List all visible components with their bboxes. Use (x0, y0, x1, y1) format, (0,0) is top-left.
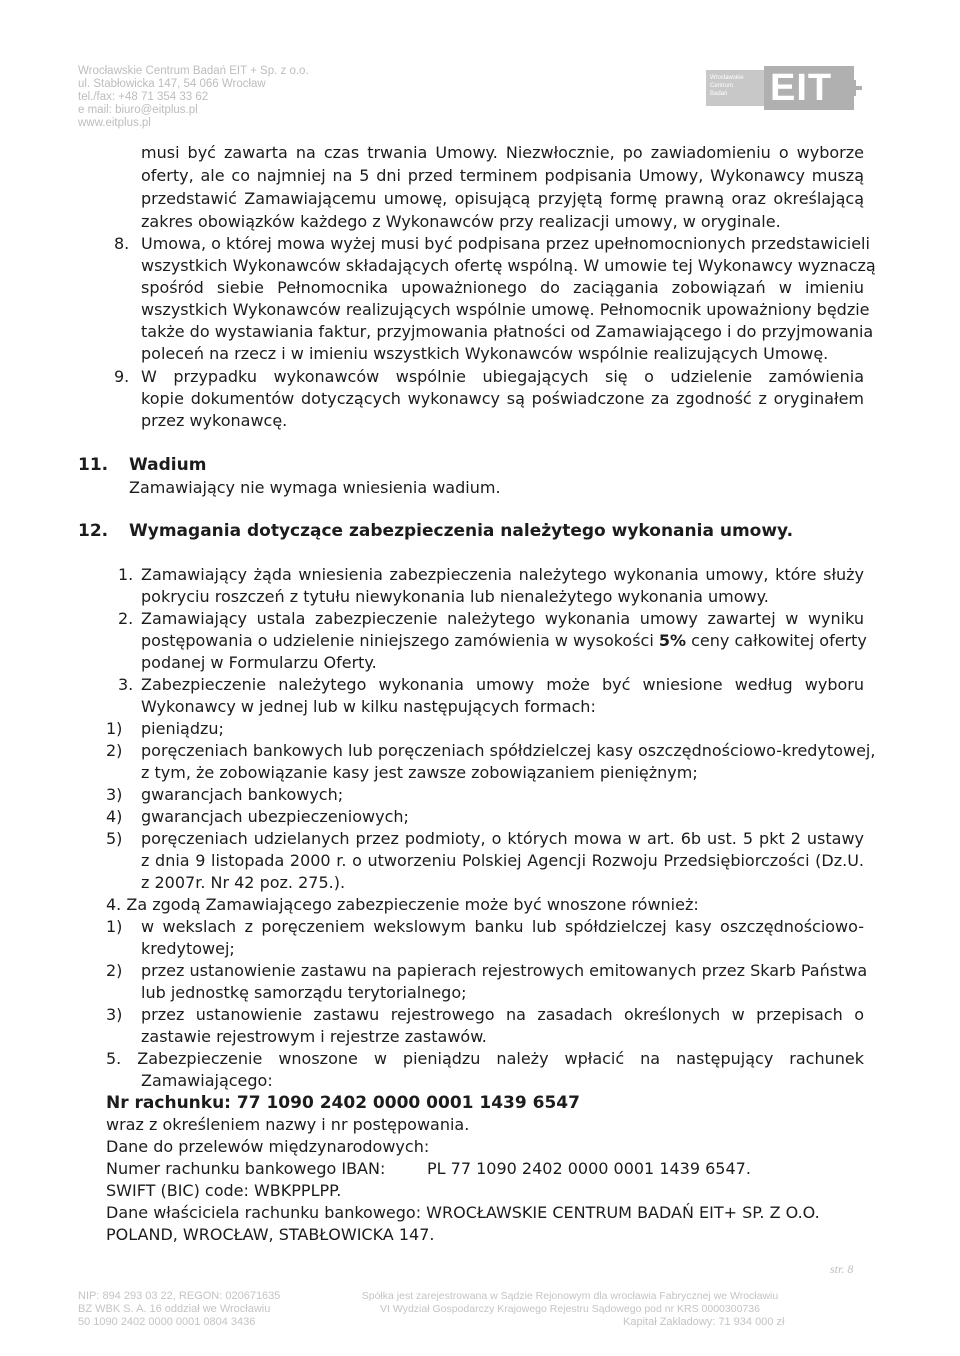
body-line: Zabezpieczenie należytego wykonania umowy może być wniesione według wyboru (141, 675, 864, 694)
body-line: 4. Za zgodą Zamawiającego zabezpieczenie może być wnoszone również: (106, 895, 699, 914)
plus-icon (846, 80, 862, 96)
point-number: 2. (118, 609, 134, 628)
eit-logo (706, 66, 866, 110)
list-item: kredytowej; (141, 939, 235, 958)
list-item: poręczeniach udzielanych przez podmioty, o których mowa w art. 6b ust. 5 pkt 2 ustawy (141, 829, 864, 848)
body-line: musi być zawarta na czas trwania Umowy. Niezwłocznie, po zawiadomieniu o wyborze (141, 143, 864, 162)
body-line: spośród siebie Pełnomocnika upoważnionego do zaciągania zobowiązań w imieniu (141, 278, 864, 297)
list-item: lub jednostkę samorządu terytorialnego; (141, 983, 467, 1002)
body-line: W przypadku wykonawców wspólnie ubiegających się o udzielenie zamówienia (141, 367, 864, 386)
body-line: przez wykonawcę. (141, 411, 288, 430)
list-number: 2) (106, 961, 123, 980)
list-item: w wekslach z poręczeniem wekslowym banku lub spółdzielczej kasy oszczędnościowo- (141, 917, 864, 936)
list-number: 1) (106, 719, 123, 738)
footer-line: 50 1090 2402 0000 0001 0804 3436 (78, 1316, 256, 1328)
header-line: Wrocławskie Centrum Badań EIT + Sp. z o.o. (78, 65, 309, 77)
logo-small-text: Badań (710, 91, 728, 97)
list-number: 3) (106, 785, 123, 804)
footer-line: VI Wydział Gospodarczy Krajowego Rejestru Sądowego pod nr KRS 0000300736 (380, 1303, 760, 1315)
point-number: 1. (118, 565, 134, 584)
list-item: przez ustanowienie zastawu na papierach rejestrowych emitowanych przez Skarb Państwa (141, 961, 868, 980)
account-number: Nr rachunku: 77 1090 2402 0000 0001 1439 6547 (106, 1093, 580, 1113)
body-line: Dane do przelewów międzynarodowych: (106, 1137, 430, 1156)
section-number: 11. (78, 455, 109, 475)
percent-value: 5% (658, 631, 687, 650)
footer-left (78, 1290, 280, 1329)
section-number: 12. (78, 521, 109, 541)
logo-small-text: Wrocławskie (710, 75, 744, 81)
list-number: 2) (106, 741, 123, 760)
list-item: przez ustanowienie zastawu rejestrowego na zasadach określonych w przepisach o (141, 1005, 864, 1024)
body-text: postępowania o udzielenie niniejszego zamówienia w wysokości (141, 631, 659, 650)
body-line: 5. Zabezpieczenie wnoszone w pieniądzu należy wpłacić na następujący rachunek (106, 1049, 864, 1068)
body-line: podanej w Formularzu Oferty. (141, 653, 377, 672)
body-line: Dane właściciela rachunku bankowego: WROCŁAWSKIE CENTRUM BADAŃ EIT+ SP. Z O.O. (106, 1203, 820, 1222)
body-line: Wykonawcy w jednej lub w kilku następujących formach: (141, 697, 596, 716)
footer-line: BZ WBK S. A. 16 oddział we Wrocławiu (78, 1303, 271, 1315)
point-number: 3. (118, 675, 134, 694)
logo-left-box (706, 70, 764, 106)
body-line: Zamawiający ustala zabezpieczenie należytego wykonania umowy zawartej w wyniku (141, 609, 864, 628)
list-item: pieniądzu; (141, 719, 224, 738)
list-item: z tym, że zobowiązanie kasy jest zawsze zobowiązaniem pieniężnym; (141, 763, 698, 782)
point-number: 9. (114, 367, 130, 386)
footer-center (345, 1290, 795, 1316)
list-number: 5) (106, 829, 123, 848)
point-number: 8. (114, 234, 130, 253)
list-item: zastawie rejestrowym i rejestrze zastawów. (141, 1027, 487, 1046)
body-line: Umowa, o której mowa wyżej musi być podpisana przez upełnomocnionych przedstawicieli (141, 234, 870, 253)
list-item: poręczeniach bankowych lub poręczeniach spółdzielczej kasy oszczędnościowo-kredytowej, (141, 741, 876, 760)
list-item: gwarancjach bankowych; (141, 785, 344, 804)
body-line: przedstawić Zamawiającemu umowę, opisującą przyjętą formę prawną oraz określającą (141, 189, 864, 208)
footer-right: Kapitał Zakładowy: 71 934 000 zł (623, 1316, 785, 1328)
body-line: wszystkich Wykonawców realizujących wspólnie umowę. Pełnomocnik upoważniony będzie (141, 300, 870, 319)
page-number: str. 8 (830, 1262, 854, 1276)
footer-line: NIP: 894 293 03 22, REGON: 020671635 (78, 1290, 281, 1302)
iban-value: PL 77 1090 2402 0000 0001 1439 6547. (427, 1159, 751, 1178)
list-number: 4) (106, 807, 123, 826)
body-line: oferty, ale co najmniej na 5 dni przed terminem podpisania Umowy, Wykonawcy muszą (141, 166, 864, 185)
iban-label: Numer rachunku bankowego IBAN: (106, 1159, 386, 1178)
body-line: Zamawiającego: (141, 1071, 273, 1090)
swift-code: SWIFT (BIC) code: WBKPPLPP. (106, 1181, 342, 1200)
list-item: gwarancjach ubezpieczeniowych; (141, 807, 409, 826)
section-title: Wadium (129, 455, 207, 475)
logo-text: EIT (770, 67, 833, 109)
company-header (78, 65, 309, 130)
list-item: z dnia 9 listopada 2000 r. o utworzeniu Polskiej Agencji Rozwoju Przedsiębiorczości (Dz.U. (141, 851, 864, 870)
header-line: www.eitplus.pl (78, 117, 151, 129)
body-line: pokryciu roszczeń z tytułu niewykonania lub nienależytego wykonania umowy. (141, 587, 769, 606)
header-line: ul. Stabłowicka 147, 54 066 Wrocław (78, 78, 266, 90)
list-number: 1) (106, 917, 123, 936)
list-number: 3) (106, 1005, 123, 1024)
body-line: kopie dokumentów dotyczących wykonawcy są poświadczone za zgodność z oryginałem (141, 389, 864, 408)
section-title: Wymagania dotyczące zabezpieczenia należytego wykonania umowy. (129, 521, 794, 541)
header-line: e mail: biuro@eitplus.pl (78, 104, 198, 116)
body-text: ceny całkowitej oferty (686, 631, 867, 650)
footer-line: Spółka jest zarejestrowana w Sądzie Rejonowym dla wrocławia Fabrycznej we Wrocławiu (361, 1290, 779, 1302)
body-line: POLAND, WROCŁAW, STABŁOWICKA 147. (106, 1225, 435, 1244)
body-line: zakres obowiązków każdego z Wykonawców przy realizacji umowy, w oryginale. (141, 212, 781, 231)
body-line: wraz z określeniem nazwy i nr postępowania. (106, 1115, 470, 1134)
body-line: Zamawiający żąda wniesienia zabezpieczenia należytego wykonania umowy, które służy (141, 565, 864, 584)
body-line: Zamawiający nie wymaga wniesienia wadium. (129, 478, 501, 497)
header-line: tel./fax: +48 71 354 33 62 (78, 91, 209, 103)
body-line: także do wystawiania faktur, przyjmowania płatności od Zamawiającego i do przyjmowania (141, 322, 874, 341)
body-line (141, 631, 867, 651)
list-item: z 2007r. Nr 42 poz. 275.). (141, 873, 346, 892)
logo-right-box (764, 66, 854, 110)
body-line: poleceń na rzecz i w imieniu wszystkich Wykonawców wspólnie realizujących Umowę. (141, 344, 829, 363)
body-line: wszystkich Wykonawców składających ofertę wspólną. W umowie tej Wykonawcy wyznaczą (141, 256, 876, 275)
logo-small-text: Centrum (710, 83, 734, 89)
